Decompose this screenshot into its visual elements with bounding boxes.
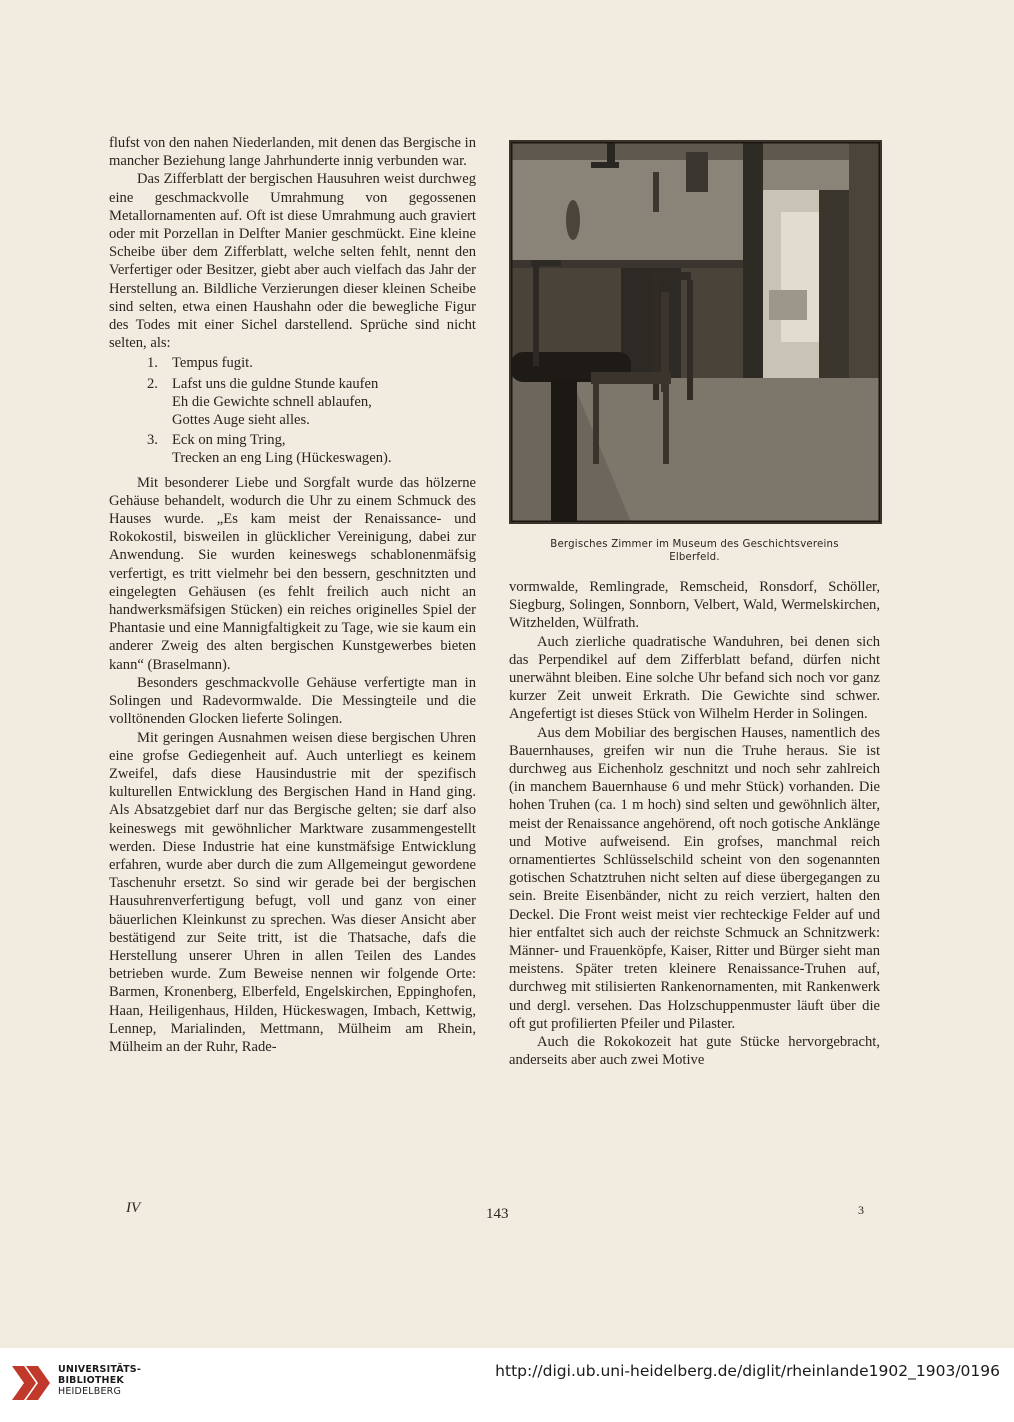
viewer-footer-bar xyxy=(0,1348,1014,1422)
right-text-column xyxy=(509,578,880,1069)
library-name-line: UNIVERSITÄTS- xyxy=(58,1364,141,1375)
list-item xyxy=(109,354,476,372)
paragraph: Besonders geschmackvolle Gehäuse verfertigte man in Solingen und Radevormwalde. Die Messingteile und die volltönenden Glocken lieferte Solingen. xyxy=(109,674,476,728)
list-number: 1. xyxy=(147,355,158,372)
list-number: 3. xyxy=(147,432,158,449)
page-number: 143 xyxy=(486,1206,509,1222)
list-number: 2. xyxy=(147,375,158,392)
paragraph: Auch zierliche quadratische Wanduhren, bei denen sich das Perpendikel auf dem Zifferblatt befand, dürfen nicht unerwähnt bleiben. Eine solche Uhr befand sich noch vor ganz kurzer Zeit unweit Erkrath. Die Gewichte sind schwer. Angefertigt ist dieses Stück von Wilhelm Herder in Solingen. xyxy=(509,633,880,723)
list-item xyxy=(109,431,476,467)
room-photograph xyxy=(509,140,882,524)
library-name[interactable] xyxy=(58,1364,141,1397)
signature-mark: IV xyxy=(126,1200,141,1216)
room-photo-illustration xyxy=(511,142,880,522)
paragraph: flufst von den nahen Niederlanden, mit denen das Bergische in mancher Beziehung lange Jahrhunderte innig verbunden war. xyxy=(109,135,476,170)
list-item xyxy=(109,375,476,430)
list-line: Trecken an eng Ling (Hückeswagen). xyxy=(172,450,392,467)
paragraph: Auch die Rokokozeit hat gute Stücke hervorgebracht, anderseits aber auch zwei Motive xyxy=(509,1034,880,1069)
permalink-url[interactable]: http://digi.ub.uni-heidelberg.de/diglit/rheinlande1902_1903/0196 xyxy=(495,1362,1000,1380)
list-line: Lafst uns die guldne Stunde kaufen xyxy=(172,375,379,392)
paragraph: Das Zifferblatt der bergischen Hausuhren weist durchweg eine geschmackvolle Umrahmung von gegossenen Metallornamenten auf. Oft ist diese Umrahmung auch graviert oder mit Porzellan in Delfter Manier geschmückt. Eine kleine Scheibe über dem Zifferblatt, welche selten fehlt, nennt den Verfertiger oder Besitzer, giebt aber auch vielfach das Jahr der Herstellung an. Bildliche Verzierungen dieser kleinen Scheibe sind selten, etwa einen Haushahn oder die bewegliche Figur des Todes mit einer Sichel darstellend. Sprüche sind nicht selten, als: xyxy=(109,171,476,352)
list-line: Eck on ming Tring, xyxy=(172,432,286,449)
caption-line: Elberfeld. xyxy=(669,552,720,563)
paragraph: Mit besonderer Liebe und Sorgfalt wurde das hölzerne Gehäuse behandelt, wodurch die Uhr zu einem Schmuck des Hauses wurde. „Es kam meist der Renaissance- und Rokokostil, bisweilen in glücklicher Vereinigung, dabei zur Anwendung. Sie wurden keineswegs schablonenmäfsig verfertigt, es tritt vielmehr bei den bessern, geschnitzten und eingelegten Gehäusen (es fehlt freilich auch nicht an handwerksmäfsigen Stücken) ein reiches originelles Spiel der Phantasie und eine Mannigfaltigkeit zu Tage, wie sie kaum ein anderer Zweig des alten bergischen Kunstgewerbes bieten kann“ (Braselmann). xyxy=(109,474,476,673)
library-name-line: BIBLIOTHEK xyxy=(58,1375,124,1386)
proverb-list xyxy=(109,354,476,467)
list-line: Tempus fugit. xyxy=(172,355,253,372)
gathering-number: 3 xyxy=(858,1203,864,1217)
left-text-column xyxy=(109,134,476,1056)
caption-line: Bergisches Zimmer im Museum des Geschichtsvereins xyxy=(550,539,839,550)
figure-caption xyxy=(509,538,880,564)
list-line: Gottes Auge sieht alles. xyxy=(172,412,310,429)
paragraph: Mit geringen Ausnahmen weisen diese bergischen Uhren eine grofse Gediegenheit auf. Auch unterliegt es keinem Zweifel, dafs diese Hausindustrie mit der spezifisch kulturellen Entwicklung des Bergischen Hand in Hand ging. Als Absatzgebiet darf nur das Bergische gelten; sie darf also keineswegs mit gewöhnlicher Marktware zusammengestellt werden. Diese Industrie hat eine kunstmäfsige Entwicklung erfahren, wurde aber durch die zum Allgemeingut gewordene Taschenuhr ersetzt. So sind wir gerade bei der bergischen Hausuhrenverfertigung befugt, voll und ganz von einer bäuerlichen Kleinkunst zu sprechen. Was dieser Ansicht aber bestätigend zur Seite tritt, ist die Thatsache, dafs die Herstellung unserer Uhren in allen Teilen des Landes betrieben wurde. Zum Beweise nennen wir folgende Orte: Barmen, Kronenberg, Elberfeld, Engelskirchen, Eppinghofen, Haan, Heiligenhaus, Hilden, Hückeswagen, Imbach, Kettwig, Lennep, Marialinden, Mettmann, Mülheim am Rhein, Mülheim an der Ruhr, Rade- xyxy=(109,729,476,1055)
library-logo-icon[interactable] xyxy=(8,1360,52,1406)
library-name-line: HEIDELBERG xyxy=(58,1386,122,1397)
list-line: Eh die Gewichte schnell ablaufen, xyxy=(172,393,372,410)
paragraph: vormwalde, Remlingrade, Remscheid, Ronsdorf, Schöller, Siegburg, Solingen, Sonnborn, Velbert, Wald, Wermelskirchen, Witzhelden, Wülfrath. xyxy=(509,579,880,632)
paragraph: Aus dem Mobiliar des bergischen Hauses, namentlich des Bauernhauses, greifen wir nun die Truhe heraus. Sie ist durchweg aus Eichenholz geschnitzt und noch sehr zahlreich (in manchem Bauernhause 6 und mehr Stück) vorhanden. Die hohen Truhen (ca. 1 m hoch) sind selten und gewöhnlich älter, meist der Renaissance angehörend, oft noch gotische Anklänge und Motive aufweisend. Ein grofses, manchmal reich ornamentiertes Schlüsselschild scheint von den sogenannten gotischen Schatztruhen nicht selten auf diese übergegangen zu sein. Breite Eisenbänder, nicht zu reich verziert, halten den Deckel. Die Front weist meist vier rechteckige Felder auf und hier entfaltet sich auch der reichste Schmuck an Schnitzwerk: Männer- und Frauenköpfe, Kaiser, Ritter und Bürger sieht man meistens. Später treten kleinere Renaissance-Truhen auf, durchweg mit stilisierten Rankenornamenten, mit Rankenwerk und dergl. versehen. Das Holzschuppenmuster läuft über die oft gut profilierten Pfeiler und Pilaster. xyxy=(509,724,880,1032)
